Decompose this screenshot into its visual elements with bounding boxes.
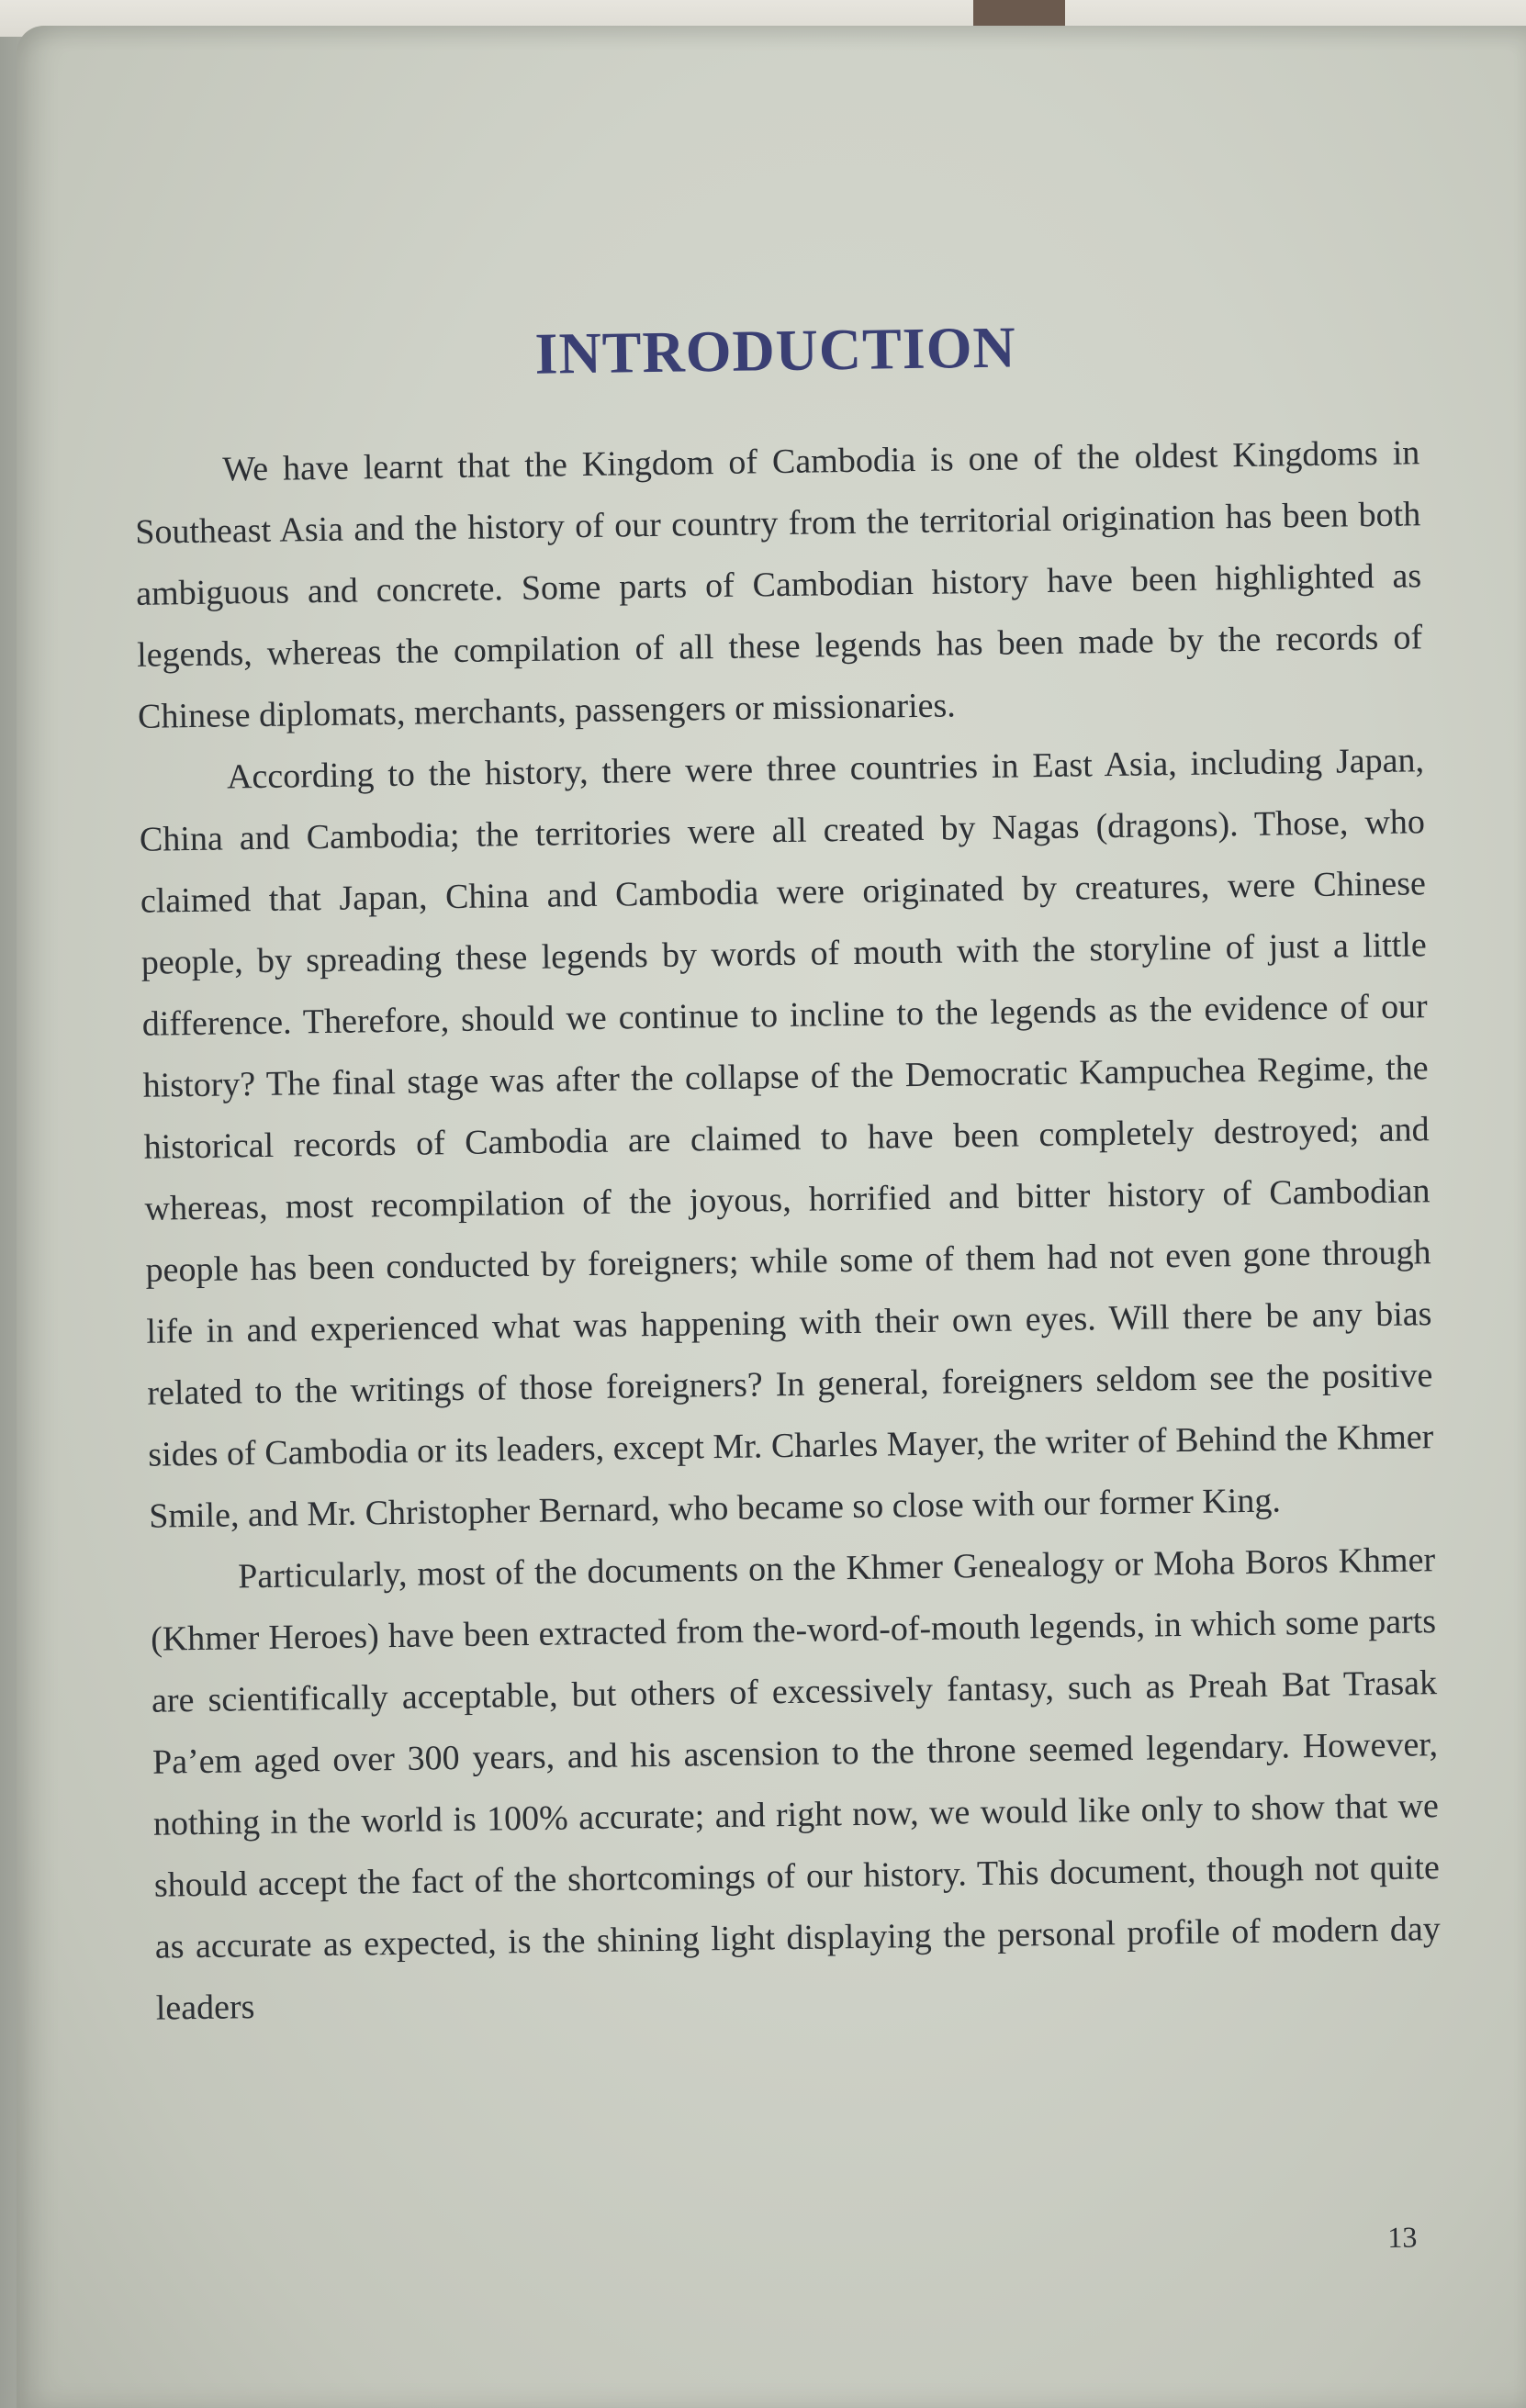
page-content [129, 17, 1447, 2408]
paragraph-1: We have learnt that the Kingdom of Cambodia is one of the oldest Kingdoms in Southeast Asia and the history of our country from the territorial origination has been both ambiguous and concrete. Some parts of Cambodian history have been highlighted as legends, whereas the compilation of all these legends has been made by the records of Chinese diplomats, merchants, passengers or missionaries. [135, 433, 1423, 736]
page-title: INTRODUCTION [534, 314, 1017, 386]
paragraph-2: According to the history, there were three countries in East Asia, including Japan, China and Cambodia; the territories were all created by Nagas (dragons). Those, who claimed that Japan, China and Cambodia were originated by creatures, were Chinese people, by spreading these legends by words of mouth with the storyline of just a little difference. Therefore, should we continue to incline to the legends as the evidence of our history? The final stage was after the collapse of the Democratic Kampuchea Regime, the historical records of Cambodia are claimed to have been completely destroyed; and whereas, most recompilation of the joyous, horrified and bitter history of Cambodian people has been conducted by foreigners; while some of them had not even gone through life in and experienced what was happening with their own eyes. Will there be any bias related to the writings of those foreigners? In general, foreigners seldom see the positive sides of Cambodia or its leaders, except Mr. Charles Mayer, the writer of Behind the Khmer Smile, and Mr. Christopher Bernard, who became so close with our former King. [139, 741, 1434, 1536]
page-number: 13 [1387, 2220, 1418, 2254]
body-text [134, 422, 1442, 2039]
book-page [17, 26, 1526, 2408]
paragraph-3: Particularly, most of the documents on the Khmer Genealogy or Moha Boros Khmer (Khmer Heroes) have been extracted from the-word-of-mouth legends, in which some parts are scientifically acceptable, but others of excessively fantasy, such as Preah Bat Trasak Pa’em aged over 300 years, and his ascension to the throne seemed legendary. However, nothing in the world is 100% accurate; and right now, we would like only to show that we should accept the fact of the shortcomings of our history. This document, though not quite as accurate as expected, is the shining light displaying the personal profile of modern day leaders [150, 1540, 1442, 2028]
